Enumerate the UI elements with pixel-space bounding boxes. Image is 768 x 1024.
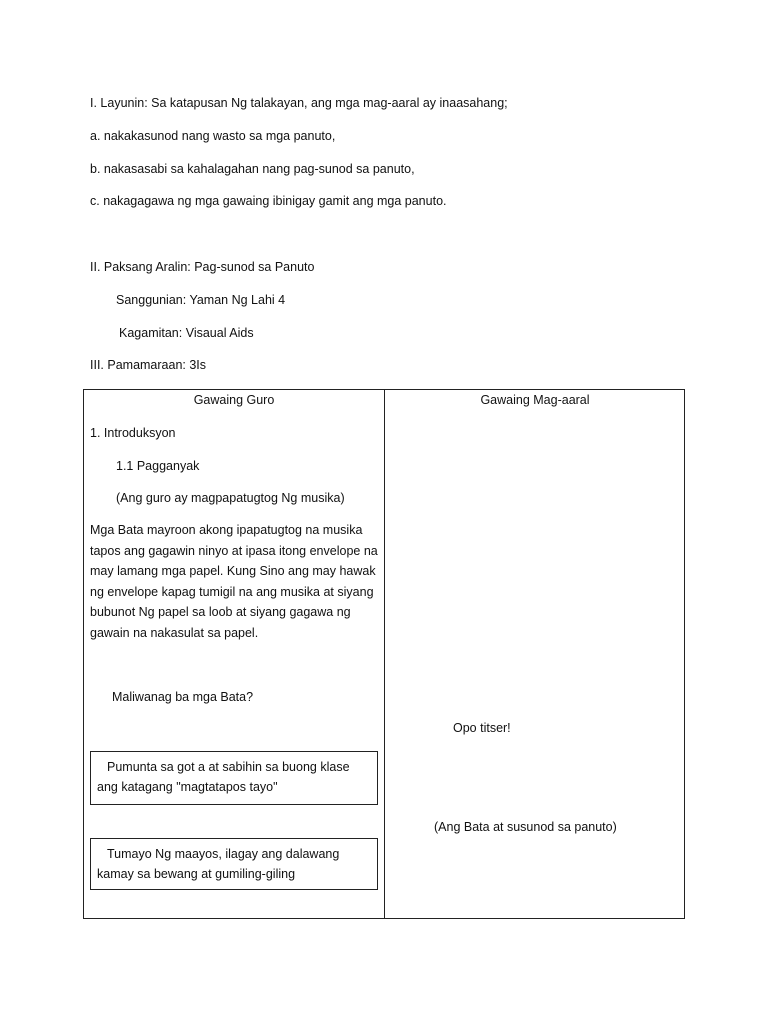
column-header-teacher: Gawaing Guro	[193, 393, 275, 407]
subsection-title: 1.1 Pagganyak	[116, 459, 200, 473]
lesson-table	[83, 389, 685, 919]
column-header-student: Gawaing Mag-aaral	[480, 393, 590, 407]
objective-item-c: c. nakagagawa ng mga gawaing ibinigay gamit ang mga panuto.	[90, 194, 447, 208]
column-divider	[384, 390, 385, 918]
reference-line: Sanggunian: Yaman Ng Lahi 4	[116, 293, 286, 307]
objective-item-b: b. nakasasabi sa kahalagahan nang pag-sunod sa panuto,	[90, 162, 415, 176]
objective-item-a: a. nakakasunod nang wasto sa mga panuto,	[90, 129, 336, 143]
instruction-card-2: Tumayo Ng maayos, ilagay ang dalawang kamay sa bewang at gumiling-giling	[90, 838, 378, 890]
procedure-heading: III. Pamamaraan: 3Is	[90, 358, 207, 372]
student-reply: Opo titser!	[453, 721, 511, 735]
objectives-heading: I. Layunin: Sa katapusan Ng talakayan, ang mga mag-aaral ay inaasahang;	[90, 96, 508, 110]
student-action: (Ang Bata at susunod sa panuto)	[434, 820, 617, 834]
subject-matter-heading: II. Paksang Aralin: Pag-sunod sa Panuto	[90, 260, 315, 274]
instruction-card-1: Pumunta sa got a at sabihin sa buong klase ang katagang "magtatapos tayo"	[90, 751, 378, 805]
teacher-question: Maliwanag ba mga Bata?	[112, 690, 254, 704]
teacher-instructions: Mga Bata mayroon akong ipapatugtog na musika tapos ang gagawin ninyo at ipasa itong envelope na may lamang mga papel. Kung Sino ang may hawak ng envelope kapag tumigil na ang musika at siyang bubunot Ng papel sa loob at siyang gagawa ng gawain na nakasulat sa papel.	[90, 523, 378, 640]
teacher-note: (Ang guro ay magpapatugtog Ng musika)	[116, 491, 345, 505]
section-title: 1. Introduksyon	[90, 426, 176, 440]
materials-line: Kagamitan: Visaual Aids	[119, 326, 254, 340]
